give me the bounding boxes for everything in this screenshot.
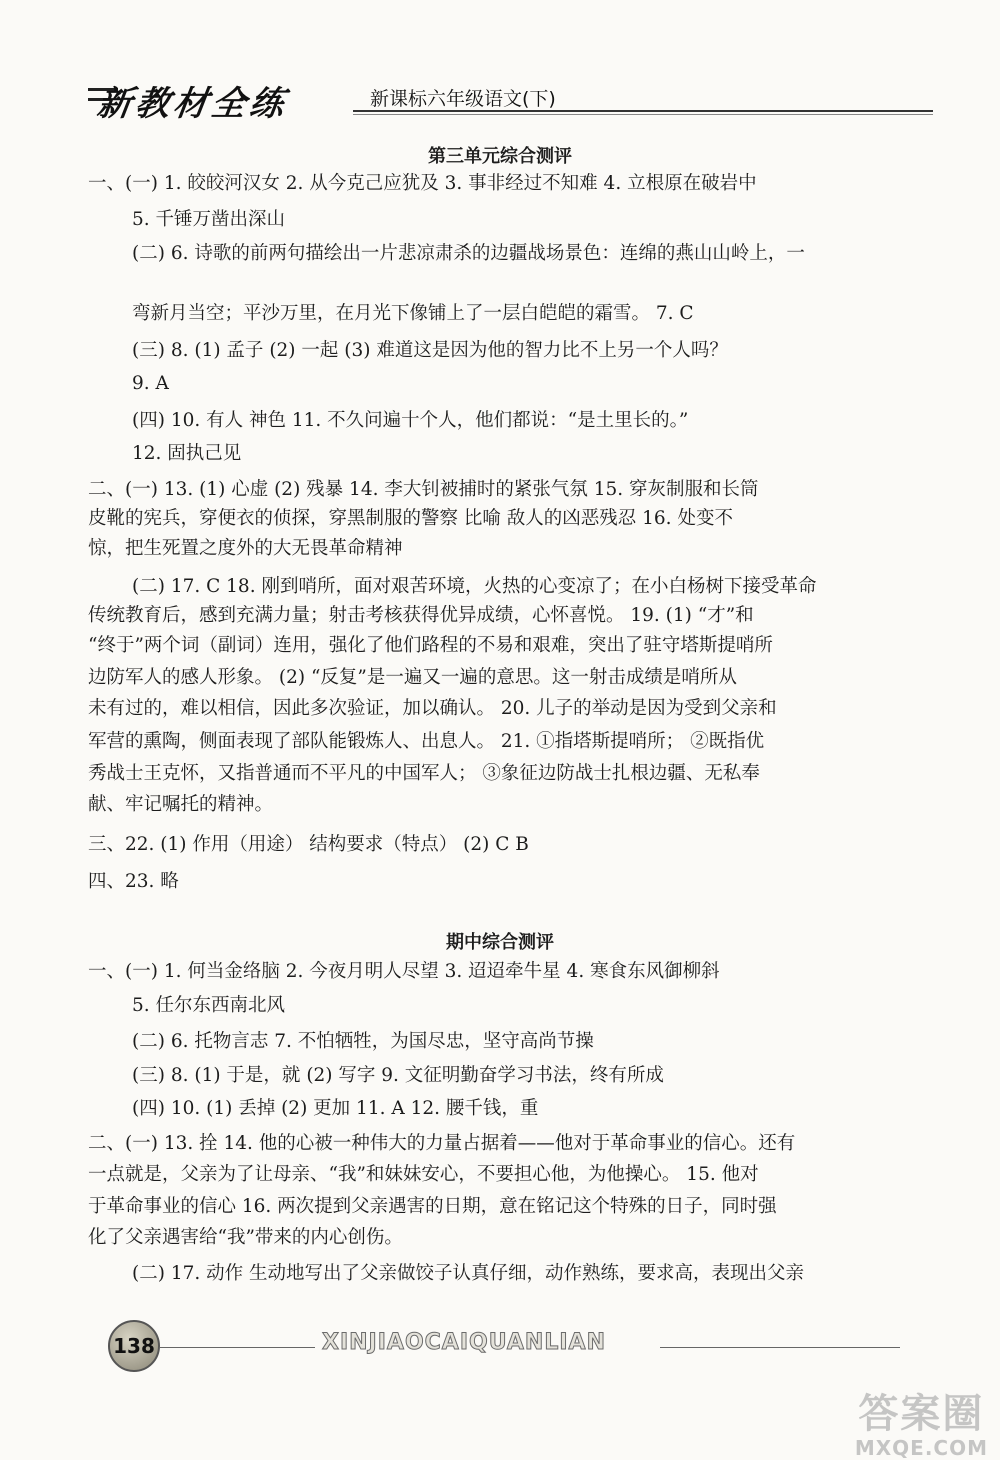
answer-line: 军营的熏陶，侧面表现了部队能锻炼人、出息人。 21. ①指塔斯提哨所； ②既指优 [88,731,765,752]
answer-line: 于革命事业的信心 16. 两次提到父亲遇害的日期，意在铭记这个特殊的日子，同时强 [88,1196,777,1217]
footer-rule [660,1347,900,1348]
answer-line: 二、(一) 13. 拴 14. 他的心被一种伟大的力量占据着——他对于革命事业的信心。还有 [88,1133,796,1154]
answer-line: 惊，把生死置之度外的大无畏革命精神 [88,538,403,559]
page-number: 138 [108,1320,160,1372]
page-header [88,72,928,122]
answer-line: 未有过的，难以相信，因此多次验证，加以确认。 20. 儿子的举动是因为受到父亲和 [88,698,777,719]
answer-line: (二) 17. C 18. 刚到哨所，面对艰苦环境，火热的心变凉了；在小白杨树下接受革命 [132,576,817,597]
answer-line: (三) 8. (1) 孟子 (2) 一起 (3) 难道这是因为他的智力比不上另一个人吗？ [132,340,728,361]
book-subtitle: 新课标六年级语文(下) [370,88,556,110]
answer-line: 边防军人的感人形象。 (2) “反复”是一遍又一遍的意思。这一射击成绩是哨所从 [88,667,737,688]
answer-line: 5. 任尔东西南北风 [132,995,286,1016]
answer-line: 献、牢记嘱托的精神。 [88,794,274,815]
answer-line: (二) 17. 动作 生动地写出了父亲做饺子认真仔细，动作熟练，要求高，表现出父亲 [132,1263,805,1284]
answer-line: (四) 10. (1) 丢掉 (2) 更加 11. A 12. 腰千钱，重 [132,1098,539,1119]
answer-line: 化了父亲遇害给“我”带来的内心创伤。 [88,1227,403,1248]
section-title: 期中综合测评 [446,932,554,953]
answer-line: “终于”两个词（副词）连用，强化了他们路程的不易和艰难，突出了驻守塔斯提哨所 [88,635,773,656]
answer-line: 传统教育后，感到充满力量；射击考核获得优异成绩，心怀喜悦。 19. (1) “才”和 [88,605,754,626]
answer-line: (三) 8. (1) 于是，就 (2) 写字 9. 文征明勤奋学习书法，终有所成 [132,1065,664,1086]
footer-rule [160,1347,315,1348]
answer-line: (二) 6. 诗歌的前两句描绘出一片悲凉肃杀的边疆战场景色：连绵的燕山山岭上，一 [132,243,805,264]
header-rule [353,110,933,112]
answer-line: 弯新月当空；平沙万里，在月光下像铺上了一层白皑皑的霜雪。 7. C [132,303,694,324]
watermark-url: MXQE.COM [854,1436,988,1460]
watermark-logo [855,1392,988,1460]
series-pinyin: XINJIAOCAIQUANLIAN [322,1330,606,1355]
answer-line: 一、(一) 1. 何当金络脑 2. 今夜月明人尽望 3. 迢迢牵牛星 4. 寒食东风御柳斜 [88,961,720,982]
answer-line: 5. 千锤万凿出深山 [132,209,286,230]
answer-line: 四、23. 略 [88,871,179,892]
answer-line: 9. A [132,373,169,394]
header-rule-thin [353,114,933,115]
answer-line: 一点就是，父亲为了让母亲、“我”和妹妹安心，不要担心他，为他操心。 15. 他对 [88,1164,759,1185]
answer-line: 二、(一) 13. (1) 心虚 (2) 残暴 14. 李大钊被捕时的紧张气氛 15. 穿灰制服和长筒 [88,479,759,500]
answer-line: (二) 6. 托物言志 7. 不怕牺牲，为国尽忠，坚守高尚节操 [132,1031,594,1052]
answer-line: 12. 固执己见 [132,443,242,464]
answer-line: (四) 10. 有人 神色 11. 不久问遍十个人，他们都说：“是土里长的。” [132,410,689,431]
answer-line: 一、(一) 1. 皎皎河汉女 2. 从今克己应犹及 3. 事非经过不知难 4. 立根原在破岩中 [88,173,757,194]
answer-line: 三、22. (1) 作用（用途） 结构要求（特点） (2) C B [88,834,529,855]
answer-line: 皮靴的宪兵，穿便衣的侦探，穿黑制服的警察 比喻 敌人的凶恶残忍 16. 处变不 [88,508,733,529]
answer-line: 秀战士王克怀，又指普通而不平凡的中国军人； ③象征边防战士扎根边疆、无私奉 [88,763,760,784]
section-title: 第三单元综合测评 [428,146,572,167]
brand-logo: 新教材全练 [94,84,291,124]
watermark-title: 答案圈 [858,1391,985,1437]
